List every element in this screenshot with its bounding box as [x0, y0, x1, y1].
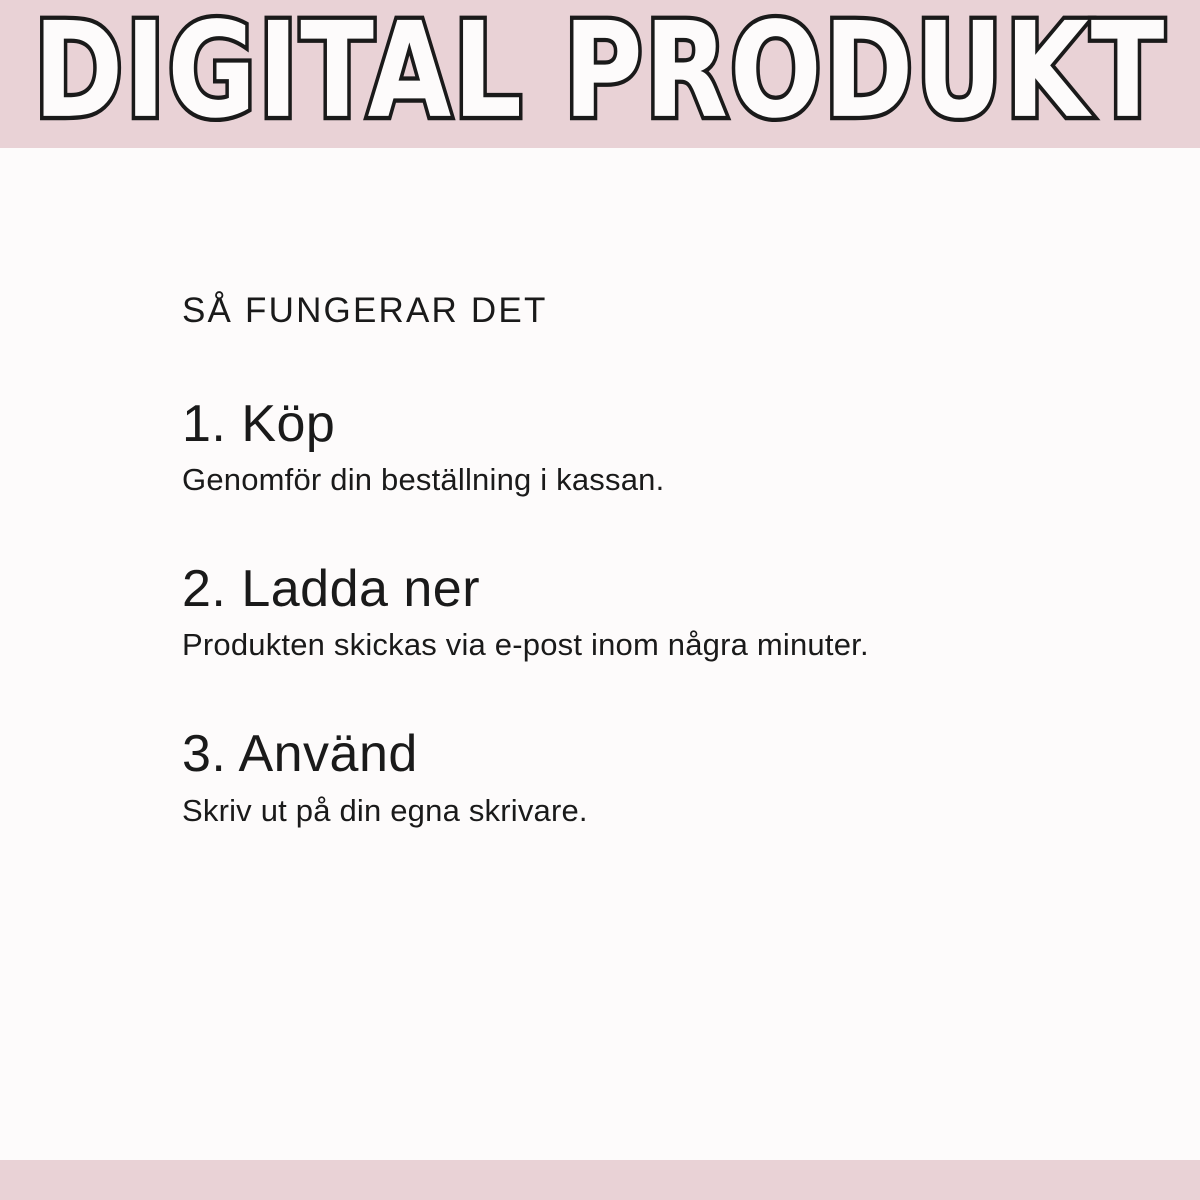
step-item — [182, 559, 1082, 665]
section-kicker: SÅ FUNGERAR DET — [182, 291, 548, 330]
step-description: Skriv ut på din egna skrivare. — [182, 792, 588, 828]
poster-title: DIGITAL PRODUKT — [33, 0, 1167, 148]
header-banner — [0, 0, 1200, 148]
step-description: Produkten skickas via e-post inom några minuter. — [182, 627, 869, 663]
instructions-section — [182, 292, 1082, 831]
step-title: 1. Köp — [182, 394, 336, 453]
step-title: 3. Använd — [182, 725, 418, 784]
step-item — [182, 727, 1082, 830]
step-title: 2. Ladda ner — [182, 559, 481, 618]
footer-banner — [0, 1160, 1200, 1200]
step-description: Genomför din beställning i kassan. — [182, 462, 665, 498]
step-item — [182, 394, 1082, 500]
